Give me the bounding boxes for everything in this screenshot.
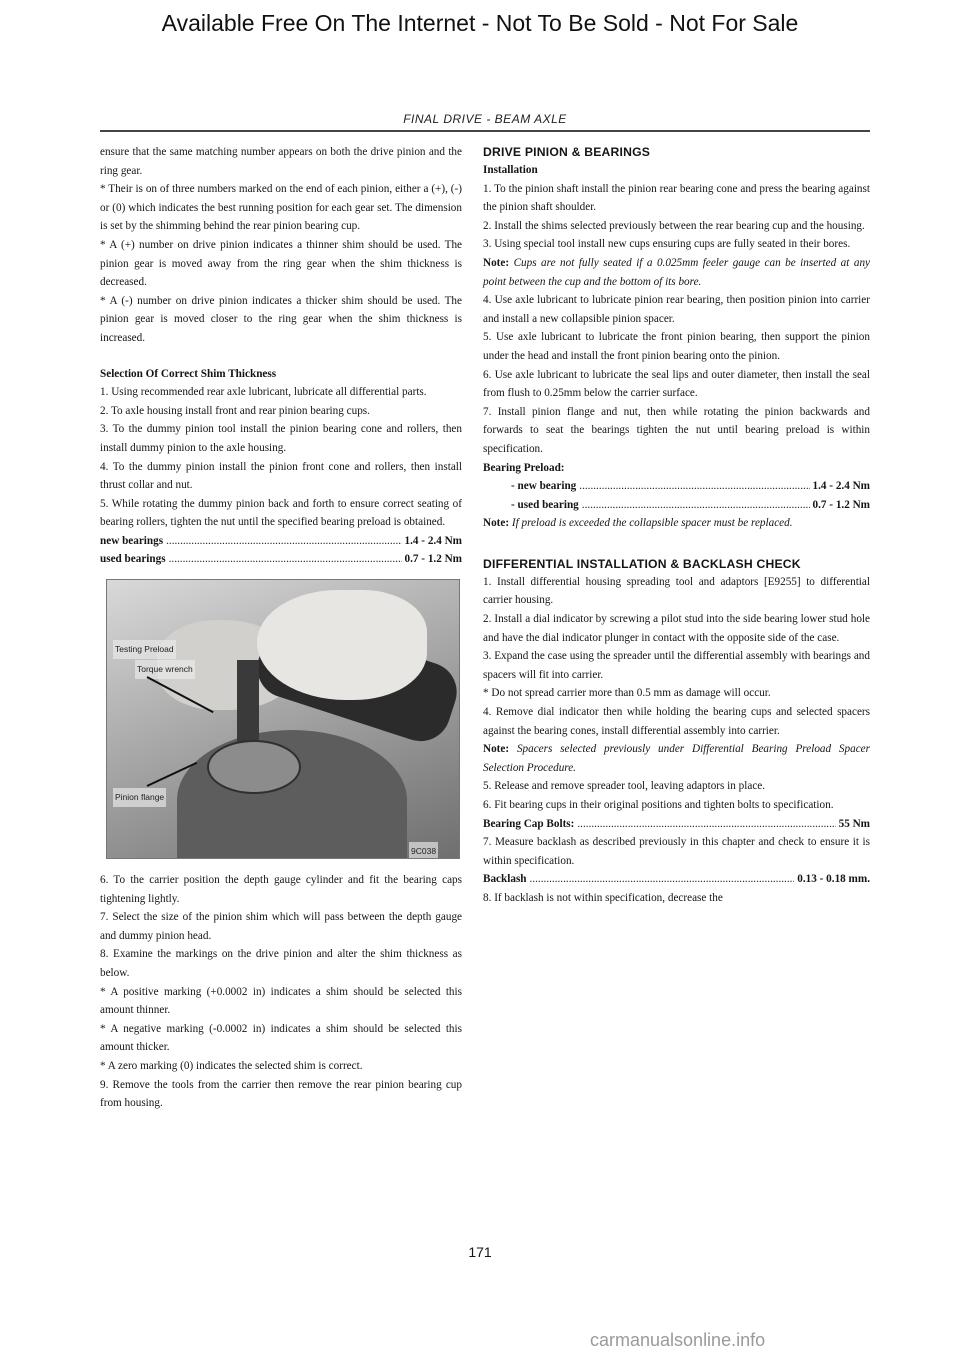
photo-label-testing: Testing Preload	[113, 640, 176, 659]
spec-value: 1.4 - 2.4 Nm	[404, 534, 462, 547]
spec-used-bearing	[483, 496, 870, 515]
step: 8. Examine the markings on the drive pinion and alter the shim thickness as below.	[100, 948, 462, 980]
paragraph: * A (-) number on drive pinion indicates a thicker shim should be used. The pinion gear is moved closer to the ring gear when the shim thickness is increased.	[100, 294, 462, 344]
page-header: FINAL DRIVE - BEAM AXLE	[403, 112, 567, 126]
spec-new-bearing	[483, 477, 870, 496]
note-label: Note:	[483, 743, 510, 756]
step: 1. To the pinion shaft install the pinion rear bearing cone and press the bearing against the pinion shaft shoulder.	[483, 182, 870, 214]
step: 2. To axle housing install front and rear pinion bearing cups.	[100, 404, 370, 417]
installation-heading: Installation	[483, 164, 538, 176]
spec-label: used bearings	[100, 553, 166, 566]
differential-heading: DIFFERENTIAL INSTALLATION & BACKLASH CHECK	[483, 556, 801, 571]
photo-code: 9C038	[409, 842, 438, 859]
step: 5. Use axle lubricant to lubricate the front pinion bearing, then support the pinion under the head and install the front pinion bearing onto the pinion.	[483, 331, 870, 362]
left-column	[100, 143, 462, 1113]
step: 3. Using special tool install new cups ensuring cups are fully seated in their bores.	[483, 238, 851, 251]
step: 4. Remove dial indicator then while holding the bearing cups and selected spacers against the bearing cones, install differential assembly into carrier.	[483, 706, 870, 737]
spec-value: 0.7 - 1.2 Nm	[812, 498, 870, 511]
step: 4. Use axle lubricant to lubricate pinion rear bearing, then position pinion into carrier and install a new collapsible pinion spacer.	[483, 294, 870, 325]
step: * A zero marking (0) indicates the selected shim is correct.	[100, 1060, 363, 1072]
step: 6. Fit bearing cups in their original positions and tighten bolts to specification.	[483, 799, 834, 811]
page-number: 171	[468, 1244, 492, 1260]
photo-label-flange: Pinion flange	[113, 788, 166, 807]
right-column	[483, 143, 870, 908]
header-rule	[100, 130, 870, 132]
step: 7. Install pinion flange and nut, then while rotating the pinion backwards and forwards to seat the bearings tighten the nut until bearing preload is within specification.	[483, 405, 870, 455]
step: * A positive marking (+0.0002 in) indicates a shim should be selected this amount thinner.	[100, 985, 462, 1017]
step: 3. Expand the case using the spreader until the differential assembly with bearings and spacers will fit into carrier.	[483, 650, 870, 681]
spec-label: Backlash	[483, 873, 527, 886]
note-text: If preload is exceeded the collapsible spacer must be replaced.	[511, 517, 793, 530]
step: 7. Select the size of the pinion shim which will pass between the depth gauge and dummy pinion head.	[100, 911, 462, 942]
note	[483, 740, 870, 777]
step: 5. While rotating the dummy pinion back and forth to ensure correct seating of bearing rollers, tighten the nut until the specified bearing preload is obtained.	[100, 497, 462, 529]
spec-value: 0.7 - 1.2 Nm	[404, 553, 462, 566]
preload-heading: Bearing Preload:	[483, 461, 565, 474]
paragraph: * A (+) number on drive pinion indicates a thinner shim should be used. The pinion gear is moved away from the ring gear when the shim thickness is decreased.	[100, 238, 462, 289]
paragraph: * Their is on of three numbers marked on the end of each pinion, either a (+), (-) or (0) which indicates the best running position for each gear set. The dimension is set by the shimming behind the rear pinion bearing cup.	[100, 183, 462, 233]
spec-backlash	[483, 870, 870, 889]
note	[483, 514, 870, 533]
note-text: Cups are not fully seated if a 0.025mm feeler gauge can be inserted at any point between the cup and the bottom of its bore.	[483, 256, 871, 288]
step: 3. To the dummy pinion tool install the pinion bearing cone and rollers, then install dummy pinion to the axle housing.	[100, 423, 462, 454]
note	[483, 254, 870, 291]
footer-watermark: carmanualsonline.info	[590, 1330, 766, 1350]
photo-label-torque: Torque wrench	[135, 660, 195, 679]
spec-label: new bearings	[100, 534, 164, 547]
step: 6. Use axle lubricant to lubricate the seal lips and outer diameter, then install the seal from flush to 0.25mm below the carrier surface.	[483, 368, 870, 400]
step: 9. Remove the tools from the carrier then remove the rear pinion bearing cup from housing.	[100, 1078, 462, 1110]
selection-heading: Selection Of Correct Shim Thickness	[100, 367, 277, 380]
spec-value: 0.13 - 0.18 mm.	[797, 873, 870, 886]
banner-text: Available Free On The Internet - Not To Be Sold - Not For Sale	[161, 10, 799, 36]
step: * A negative marking (-0.0002 in) indicates a shim should be selected this amount thicker.	[100, 1022, 462, 1054]
spec-label: - used bearing	[511, 498, 579, 511]
note-label: Note:	[483, 517, 510, 530]
spec-value: 55 Nm	[838, 817, 870, 830]
step: 5. Release and remove spreader tool, leaving adaptors in place.	[483, 780, 766, 793]
step: 8. If backlash is not within specification, decrease the	[483, 891, 723, 904]
note-text: Spacers selected previously under Differential Bearing Preload Spacer Selection Procedure.	[483, 743, 871, 774]
step: 7. Measure backlash as described previously in this chapter and check to ensure it is within specification.	[483, 836, 870, 867]
spec-value: 1.4 - 2.4 Nm	[812, 480, 870, 493]
step: 1. Using recommended rear axle lubricant, lubricate all differential parts.	[100, 386, 427, 399]
step: 1. Install differential housing spreading tool and adaptors [E9255] to differential carrier housing.	[483, 575, 870, 607]
spec-label: Bearing Cap Bolts:	[483, 817, 575, 830]
testing-preload-photo	[106, 579, 460, 859]
step: * Do not spread carrier more than 0.5 mm as damage will occur.	[483, 687, 771, 700]
step: 2. Install a dial indicator by screwing a pilot stud into the side bearing lower stud hole and have the dial indicator plunger in contact with the opposite side of the case.	[483, 613, 870, 644]
step: 4. To the dummy pinion install the pinion front cone and rollers, then install thrust collar and nut.	[100, 460, 462, 492]
spec-label: - new bearing	[511, 480, 577, 493]
spec-cap-bolts	[483, 815, 870, 834]
step: 6. To the carrier position the depth gauge cylinder and fit the bearing caps tightening lightly.	[100, 874, 462, 905]
note-label: Note:	[483, 256, 510, 269]
spec-new-bearings	[100, 532, 462, 551]
spec-used-bearings	[100, 550, 462, 569]
drive-pinion-heading: DRIVE PINION & BEARINGS	[483, 145, 651, 159]
step: 2. Install the shims selected previously between the rear bearing cup and the housing.	[483, 219, 865, 232]
paragraph: ensure that the same matching number appears on both the drive pinion and the ring gear.	[100, 146, 462, 177]
